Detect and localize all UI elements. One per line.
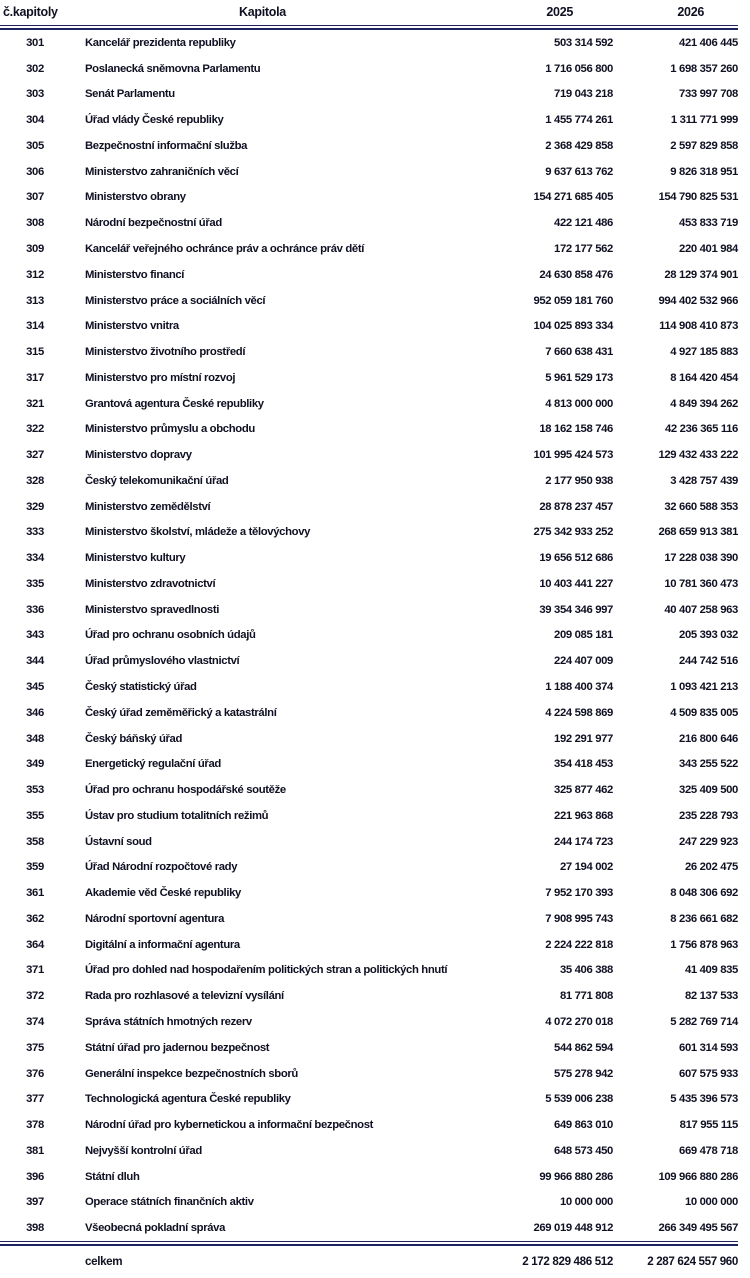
value-2026: 733 997 708	[679, 88, 738, 101]
chapter-name: Úřad průmyslového vlastnictví	[85, 655, 240, 668]
value-2026: 220 401 984	[679, 243, 738, 255]
chapter-name: Ministerstvo životního prostředí	[85, 346, 246, 359]
value-2025: 18 162 158 746	[539, 423, 613, 436]
value-2025: 154 271 685 405	[533, 191, 613, 204]
value-2025: 1 716 056 800	[545, 62, 613, 75]
chapter-number: 304	[26, 114, 44, 127]
table-row	[0, 1061, 738, 1087]
chapter-name: Ministerstvo obrany	[85, 191, 186, 204]
value-2025: 27 194 002	[559, 861, 613, 874]
chapter-name: Bezpečnostní informační služba	[85, 139, 248, 152]
chapter-name: Národní sportovní agentura	[85, 912, 225, 925]
table-row	[0, 133, 738, 159]
table-row	[0, 391, 738, 417]
table-row	[0, 1035, 738, 1061]
chapter-number: 364	[26, 938, 44, 951]
chapter-name: Státní úřad pro jadernou bezpečnost	[85, 1041, 270, 1054]
table-row	[0, 1009, 738, 1035]
chapter-name: Všeobecná pokladní správa	[85, 1222, 226, 1235]
value-2025: 325 877 462	[554, 784, 613, 797]
chapter-number: 398	[26, 1222, 44, 1235]
chapter-number: 349	[26, 758, 44, 771]
value-2026: 82 137 533	[684, 990, 738, 1003]
chapter-name: Ministerstvo pro místní rozvoj	[85, 371, 236, 384]
table-row	[0, 1164, 738, 1190]
value-2025: 2 177 950 938	[545, 474, 613, 487]
value-2026: 8 048 306 692	[670, 887, 738, 900]
value-2025: 7 660 638 431	[545, 346, 613, 359]
value-2026: 601 314 593	[679, 1041, 738, 1054]
value-2026: 10 000 000	[684, 1196, 738, 1209]
header-year-2025: 2025	[546, 5, 573, 19]
chapter-number: 381	[26, 1144, 44, 1157]
chapter-name: Grantová agentura České republiky	[85, 397, 264, 410]
chapter-number: 336	[26, 603, 44, 616]
chapter-number: 358	[26, 835, 44, 848]
value-2026: 1 093 421 213	[670, 681, 738, 694]
chapter-number: 307	[26, 191, 44, 204]
value-2025: 269 019 448 912	[533, 1222, 613, 1235]
value-2026: 9 826 318 951	[670, 165, 738, 178]
chapter-name: Nejvyšší kontrolní úřad	[85, 1144, 202, 1157]
chapter-name: Český telekomunikační úřad	[85, 474, 229, 487]
chapter-number: 315	[26, 346, 44, 359]
table-row	[0, 597, 738, 623]
value-2026: 453 833 719	[679, 217, 738, 230]
table-row	[0, 751, 738, 777]
chapter-name: Ministerstvo kultury	[85, 552, 186, 565]
value-2026: 3 428 757 439	[670, 474, 738, 487]
value-2026: 421 406 445	[679, 36, 738, 49]
chapter-name: Generální inspekce bezpečnostních sborů	[85, 1067, 298, 1080]
value-2026: 1 311 771 999	[670, 114, 738, 127]
table-row	[0, 855, 738, 881]
chapter-number: 375	[26, 1041, 44, 1054]
chapter-number: 305	[26, 139, 44, 152]
chapter-number: 333	[26, 526, 44, 539]
table-row	[0, 494, 738, 520]
chapter-name: Úřad pro ochranu hospodářské soutěže	[85, 784, 286, 797]
total-row	[0, 1247, 738, 1277]
total-label: celkem	[85, 1255, 123, 1269]
chapter-number: 303	[26, 88, 44, 101]
chapter-name: Ministerstvo spravedlnosti	[85, 603, 220, 616]
value-2025: 5 539 006 238	[545, 1093, 613, 1106]
value-2026: 325 409 500	[679, 784, 738, 797]
table-row	[0, 726, 738, 752]
chapter-number: 377	[26, 1093, 44, 1106]
table-row	[0, 159, 738, 185]
table-row	[0, 56, 738, 82]
chapter-number: 329	[26, 500, 44, 513]
value-2025: 35 406 388	[559, 964, 613, 977]
chapter-number: 302	[26, 62, 44, 75]
chapter-name: Národní bezpečnostní úřad	[85, 217, 222, 230]
chapter-number: 306	[26, 165, 44, 178]
value-2026: 154 790 825 531	[658, 191, 738, 204]
value-2025: 10 000 000	[559, 1196, 613, 1209]
value-2025: 354 418 453	[554, 758, 613, 771]
value-2026: 42 236 365 116	[664, 423, 738, 436]
value-2026: 247 229 923	[679, 835, 738, 848]
value-2025: 275 342 933 252	[533, 526, 613, 539]
chapter-name: Úřad vlády České republiky	[85, 114, 224, 127]
value-2026: 114 908 410 873	[659, 320, 738, 333]
table-row	[0, 571, 738, 597]
value-2026: 669 478 718	[679, 1144, 738, 1157]
chapter-number: 343	[26, 629, 44, 642]
table-row	[0, 958, 738, 984]
table-row	[0, 674, 738, 700]
chapter-number: 376	[26, 1067, 44, 1080]
value-2025: 81 771 808	[559, 990, 613, 1003]
table-row	[0, 1189, 738, 1215]
value-2025: 503 314 592	[554, 36, 613, 49]
value-2026: 205 393 032	[679, 629, 738, 642]
value-2026: 129 432 433 222	[658, 449, 738, 462]
value-2026: 817 955 115	[679, 1119, 738, 1132]
chapter-number: 362	[26, 912, 44, 925]
chapter-name: Český statistický úřad	[85, 681, 197, 694]
value-2025: 4 224 598 869	[545, 706, 613, 719]
value-2026: 41 409 835	[684, 964, 738, 977]
table-row	[0, 777, 738, 803]
table-row	[0, 442, 738, 468]
value-2025: 99 966 880 286	[539, 1170, 613, 1183]
value-2025: 19 656 512 686	[539, 552, 613, 565]
value-2026: 4 927 185 883	[670, 346, 738, 359]
chapter-number: 374	[26, 1015, 44, 1028]
chapter-number: 317	[26, 371, 44, 384]
table-header	[0, 0, 738, 30]
value-2026: 244 742 516	[679, 655, 738, 668]
value-2025: 544 862 594	[554, 1041, 613, 1054]
header-double-rule	[0, 25, 738, 30]
table-row	[0, 365, 738, 391]
chapter-number: 314	[26, 320, 44, 333]
chapter-number: 371	[26, 964, 44, 977]
value-2025: 649 863 010	[554, 1119, 613, 1132]
chapter-name: Ministerstvo dopravy	[85, 449, 192, 462]
chapter-number: 396	[26, 1170, 44, 1183]
chapter-number: 328	[26, 474, 44, 487]
chapter-name: Rada pro rozhlasové a televizní vysílání	[85, 990, 284, 1003]
value-2025: 5 961 529 173	[545, 371, 613, 384]
header-row	[0, 0, 738, 24]
chapter-name: Operace státních finančních aktiv	[85, 1196, 254, 1209]
table-row	[0, 700, 738, 726]
value-2026: 2 597 829 858	[670, 139, 738, 152]
chapter-name: Úřad pro dohled nad hospodařením politických stran a politických hnutí	[85, 964, 448, 977]
value-2025: 24 630 858 476	[539, 268, 613, 281]
value-2026: 8 164 420 454	[670, 371, 738, 384]
value-2025: 244 174 723	[554, 835, 613, 848]
chapter-name: Ministerstvo financí	[85, 268, 185, 281]
chapter-name: Ministerstvo zahraničních věcí	[85, 165, 239, 178]
value-2025: 101 995 424 573	[533, 449, 613, 462]
chapter-number: 335	[26, 577, 44, 590]
chapter-number: 397	[26, 1196, 44, 1209]
table-row	[0, 983, 738, 1009]
value-2025: 2 224 222 818	[545, 938, 613, 951]
value-2026: 5 282 769 714	[670, 1015, 738, 1028]
chapter-name: Ministerstvo školství, mládeže a tělovýchovy	[85, 526, 311, 539]
value-2026: 10 781 360 473	[664, 577, 738, 590]
value-2026: 4 849 394 262	[670, 397, 738, 410]
table-row	[0, 262, 738, 288]
chapter-number: 345	[26, 681, 44, 694]
chapter-number: 372	[26, 990, 44, 1003]
value-2025: 4 072 270 018	[545, 1015, 613, 1028]
table-row	[0, 932, 738, 958]
value-2025: 4 813 000 000	[545, 397, 613, 410]
chapter-name: Ministerstvo průmyslu a obchodu	[85, 423, 255, 436]
table-body	[0, 30, 738, 1241]
chapter-number: 344	[26, 655, 44, 668]
chapter-number: 327	[26, 449, 44, 462]
chapter-number: 359	[26, 861, 44, 874]
chapter-name: Energetický regulační úřad	[85, 758, 221, 771]
header-chapter-name: Kapitola	[239, 5, 286, 19]
value-2026: 17 228 038 390	[664, 552, 738, 565]
table-row	[0, 210, 738, 236]
chapter-number: 313	[26, 294, 44, 307]
value-2026: 26 202 475	[684, 861, 738, 874]
chapter-number: 334	[26, 552, 44, 565]
table-row	[0, 236, 738, 262]
chapter-name: Digitální a informační agentura	[85, 938, 240, 951]
chapter-number: 321	[26, 397, 44, 410]
value-2026: 28 129 374 901	[664, 268, 738, 281]
table-row	[0, 30, 738, 56]
chapter-name: Kancelář veřejného ochránce práv a ochránce práv dětí	[85, 243, 365, 255]
chapter-name: Úřad Národní rozpočtové rady	[85, 861, 238, 874]
chapter-name: Český úřad zeměměřický a katastrální	[85, 706, 277, 719]
table-row	[0, 185, 738, 211]
table-row	[0, 803, 738, 829]
chapter-name: Senát Parlamentu	[85, 88, 175, 101]
table-row	[0, 1112, 738, 1138]
value-2025: 224 407 009	[554, 655, 613, 668]
table-row	[0, 906, 738, 932]
value-2026: 5 435 396 573	[670, 1093, 738, 1106]
value-2026: 8 236 661 682	[670, 912, 738, 925]
chapter-name: Ústav pro studium totalitních režimů	[85, 809, 269, 822]
table-footer	[0, 1241, 738, 1277]
value-2025: 575 278 942	[554, 1067, 613, 1080]
table-row	[0, 1215, 738, 1241]
value-2025: 10 403 441 227	[539, 577, 613, 590]
chapter-name: Akademie věd České republiky	[85, 887, 241, 900]
table-row	[0, 468, 738, 494]
chapter-number: 346	[26, 706, 44, 719]
chapter-name: Technologická agentura České republiky	[85, 1093, 291, 1106]
chapter-name: Ministerstvo zdravotnictví	[85, 577, 216, 590]
table-row	[0, 1086, 738, 1112]
chapter-number: 355	[26, 809, 44, 822]
value-2026: 4 509 835 005	[670, 706, 738, 719]
chapter-number: 353	[26, 784, 44, 797]
value-2025: 7 908 995 743	[545, 912, 613, 925]
chapter-name: Kancelář prezidenta republiky	[85, 36, 236, 49]
value-2025: 952 059 181 760	[533, 294, 613, 307]
table-row	[0, 623, 738, 649]
value-2026: 216 800 646	[679, 732, 738, 745]
chapter-name: Ministerstvo vnitra	[85, 320, 179, 333]
value-2025: 2 368 429 858	[545, 139, 613, 152]
value-2026: 235 228 793	[679, 809, 738, 822]
table-row	[0, 520, 738, 546]
value-2026: 109 966 880 286	[658, 1170, 738, 1183]
value-2025: 9 637 613 762	[545, 165, 613, 178]
chapter-number: 322	[26, 423, 44, 436]
value-2025: 28 878 237 457	[539, 500, 613, 513]
chapter-name: Český báňský úřad	[85, 732, 183, 745]
chapter-number: 309	[26, 243, 44, 255]
value-2026: 32 660 588 353	[664, 500, 738, 513]
value-2026: 40 407 258 963	[664, 603, 738, 616]
value-2026: 343 255 522	[679, 758, 738, 771]
value-2025: 719 043 218	[554, 88, 613, 101]
table-row	[0, 313, 738, 339]
value-2026: 266 349 495 567	[658, 1222, 738, 1235]
table-row	[0, 339, 738, 365]
value-2025: 648 573 450	[554, 1144, 613, 1157]
table-row	[0, 416, 738, 442]
header-chapter-number: č.kapitoly	[3, 5, 58, 19]
value-2025: 192 291 977	[554, 732, 613, 745]
table-row	[0, 648, 738, 674]
total-value-2026: 2 287 624 557 960	[647, 1255, 738, 1269]
chapter-name: Úřad pro ochranu osobních údajů	[85, 629, 256, 642]
table-row	[0, 829, 738, 855]
value-2026: 1 756 878 963	[670, 938, 738, 951]
table-row	[0, 288, 738, 314]
table-row	[0, 880, 738, 906]
value-2025: 104 025 893 334	[533, 320, 613, 333]
value-2026: 994 402 532 966	[658, 294, 738, 307]
value-2026: 1 698 357 260	[670, 62, 738, 75]
chapter-name: Poslanecká sněmovna Parlamentu	[85, 62, 261, 75]
value-2025: 422 121 486	[554, 217, 613, 230]
chapter-name: Ústavní soud	[85, 835, 152, 848]
value-2025: 172 177 562	[554, 243, 613, 255]
table-row	[0, 107, 738, 133]
value-2025: 1 455 774 261	[545, 114, 613, 127]
value-2026: 268 659 913 381	[658, 526, 738, 539]
table-row	[0, 82, 738, 108]
header-year-2026: 2026	[677, 5, 704, 19]
chapter-number: 378	[26, 1119, 44, 1132]
chapter-number: 312	[26, 268, 44, 281]
value-2026: 607 575 933	[679, 1067, 738, 1080]
total-value-2025: 2 172 829 486 512	[522, 1255, 613, 1269]
table-row	[0, 1138, 738, 1164]
chapter-number: 348	[26, 732, 44, 745]
chapter-number: 308	[26, 217, 44, 230]
value-2025: 1 188 400 374	[545, 681, 613, 694]
chapter-number: 301	[26, 36, 44, 49]
chapter-name: Správa státních hmotných rezerv	[85, 1015, 252, 1028]
chapter-name: Národní úřad pro kybernetickou a informační bezpečnost	[85, 1119, 374, 1132]
chapter-name: Ministerstvo zemědělství	[85, 500, 211, 513]
chapter-name: Ministerstvo práce a sociálních věcí	[85, 294, 266, 307]
footer-double-rule	[0, 1241, 738, 1246]
chapter-name: Státní dluh	[85, 1170, 140, 1183]
chapter-number: 361	[26, 887, 44, 900]
value-2025: 7 952 170 393	[545, 887, 613, 900]
value-2025: 209 085 181	[554, 629, 613, 642]
table-row	[0, 545, 738, 571]
value-2025: 221 963 868	[554, 809, 613, 822]
value-2025: 39 354 346 997	[539, 603, 613, 616]
